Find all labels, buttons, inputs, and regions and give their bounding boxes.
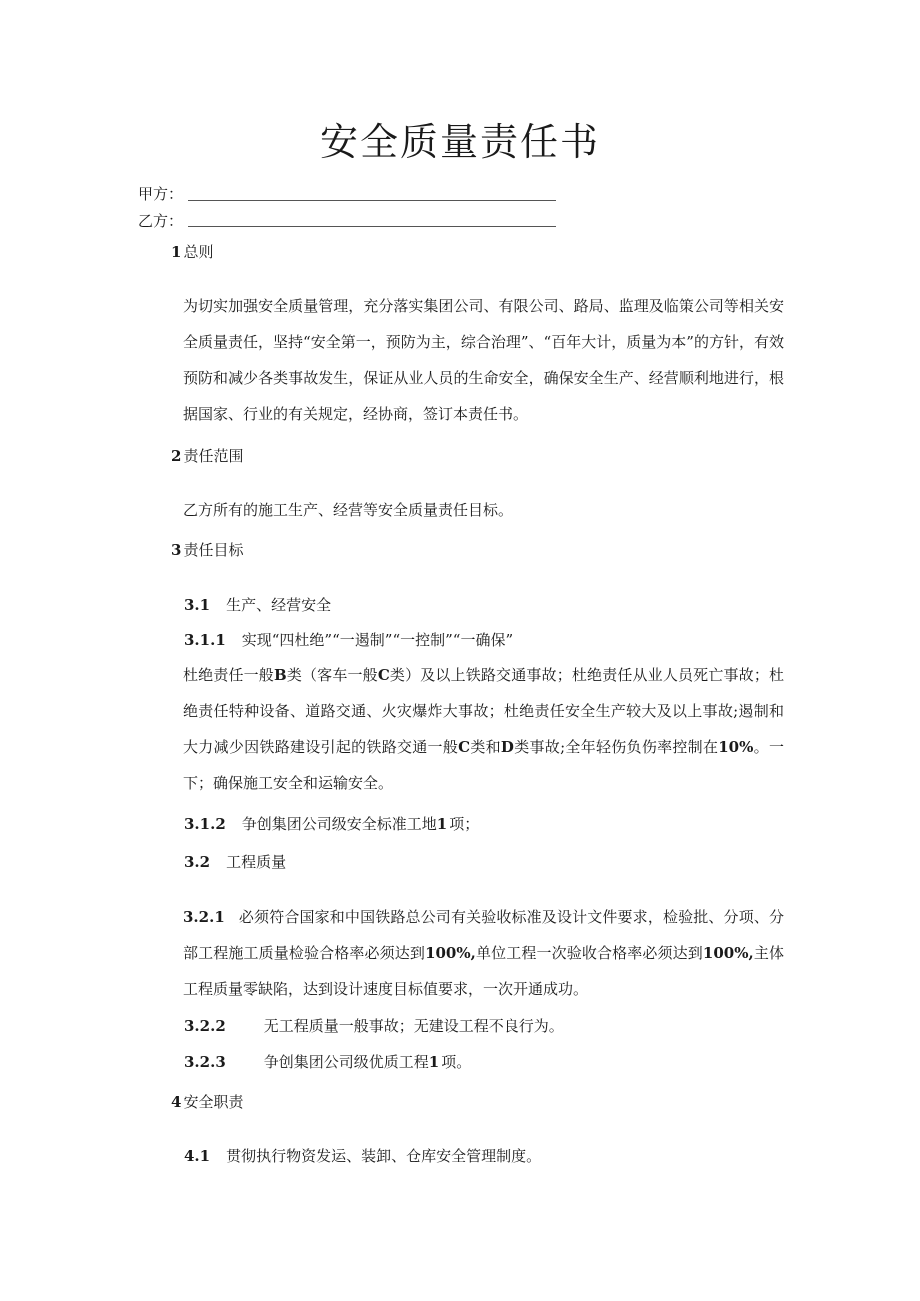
section-1-heading: [171, 242, 213, 262]
text-run: 。一下；确保施工安全和运输安全。: [183, 738, 784, 792]
section-number: 3.1.2: [184, 815, 226, 833]
text-run: 10%: [718, 738, 754, 756]
section-2-heading: [171, 446, 243, 466]
text-run: C: [458, 738, 471, 756]
section-title: 总则: [183, 243, 214, 261]
section-3-2-heading: [184, 852, 286, 872]
section-3-1-1-paragraph: [138, 657, 784, 801]
section-3-1-2-heading: [184, 814, 479, 834]
party-a-signature-line: [188, 200, 556, 201]
party-b-label: 乙方：: [138, 212, 184, 230]
text-run: 主体工程质量零缺陷，达到设计速度目标值要求，一次开通成功。: [183, 944, 784, 998]
section-3-1-1-heading: [184, 630, 513, 650]
section-title-number: 1: [428, 1053, 440, 1071]
section-3-2-3-heading: [184, 1052, 471, 1072]
section-title: 责任范围: [183, 447, 244, 465]
section-title-number: 1: [436, 815, 448, 833]
section-title: 实现“四杜绝”“一遏制”“一控制”“一确保”: [241, 631, 514, 649]
text-run: 类）及以上铁路交通事故；杜绝责任从业人员死亡事故；杜绝责任特种设备、道路交通、火灾爆炸大事故；杜绝责任安全生产较大及以上事故;遏制和大力减少因铁路建设引起的铁路交通一般: [183, 666, 784, 756]
paragraph-text: 为切实加强安全质量管理，充分落实集团公司、有限公司、路局、监理及临策公司等相关安全质量责任，坚持“安全第一，预防为主，综合治理”、“百年大计，质量为本”的方针，有效预防和减少各类事故发生，保证从业人员的生命安全，确保安全生产、经营顺利地进行，根据国家、行业的有关规定，经协商，签订本责任书。: [183, 297, 784, 423]
section-2-paragraph: 乙方所有的施工生产、经营等安全质量责任目标。: [183, 501, 514, 519]
section-3-1-heading: [184, 595, 331, 615]
section-title: 无工程质量一般事故；无建设工程不良行为。: [263, 1017, 564, 1035]
section-number: 3: [171, 541, 182, 559]
text-run: 类事故;全年轻伤负伤率控制在: [513, 738, 719, 756]
section-number: 4.1: [184, 1147, 211, 1165]
section-title-suffix: 项。: [441, 1053, 472, 1071]
section-number: 3.2.1: [183, 908, 225, 926]
section-number: 3.2.3: [184, 1053, 226, 1071]
text-run: 单位工程一次验收合格率必须达到: [475, 944, 703, 962]
section-title: 安全职责: [183, 1093, 244, 1111]
section-4-1-heading: [184, 1146, 541, 1166]
section-number: 4: [171, 1093, 182, 1111]
section-title-suffix: 项；: [449, 815, 480, 833]
paragraph-text: [138, 899, 784, 1007]
section-title: 争创集团公司级安全标准工地: [241, 815, 437, 833]
text-run: 必须符合国家和中国铁路总公司有关验收标准及设计文件要求，检验批、分项、分部工程施工质量检验合格率必须达到: [183, 908, 784, 962]
section-3-2-2-heading: [184, 1016, 564, 1036]
section-title: 争创集团公司级优质工程: [263, 1053, 429, 1071]
text-run: B: [273, 666, 287, 684]
party-a-label: 甲方：: [138, 185, 184, 203]
section-4-heading: [171, 1092, 243, 1112]
party-b-signature-line: [188, 226, 556, 227]
text-run: 100%,: [702, 944, 754, 962]
text-run: C: [377, 666, 390, 684]
document-title: 安全质量责任书: [319, 120, 600, 164]
section-number: 3.1: [184, 596, 211, 614]
section-1-paragraph: [138, 288, 784, 432]
section-number: 2: [171, 447, 182, 465]
section-number: 3.2: [184, 853, 211, 871]
section-number: 1: [171, 243, 182, 261]
section-title: 责任目标: [183, 541, 244, 559]
text-run: 类和: [470, 738, 501, 756]
text-run: D: [500, 738, 514, 756]
section-number: 3.1.1: [184, 631, 226, 649]
paragraph-text: [138, 657, 784, 801]
section-3-2-1-paragraph: [138, 899, 784, 1007]
section-title: 生产、经营安全: [226, 596, 332, 614]
section-title: 工程质量: [226, 853, 287, 871]
section-3-heading: [171, 540, 243, 560]
text-run: 杜绝责任一般: [183, 666, 274, 684]
text-run: 100%,: [425, 944, 476, 962]
section-title: 贯彻执行物资发运、装卸、仓库安全管理制度。: [226, 1147, 542, 1165]
section-number: 3.2.2: [184, 1017, 226, 1035]
text-run: 类（客车一般: [286, 666, 378, 684]
